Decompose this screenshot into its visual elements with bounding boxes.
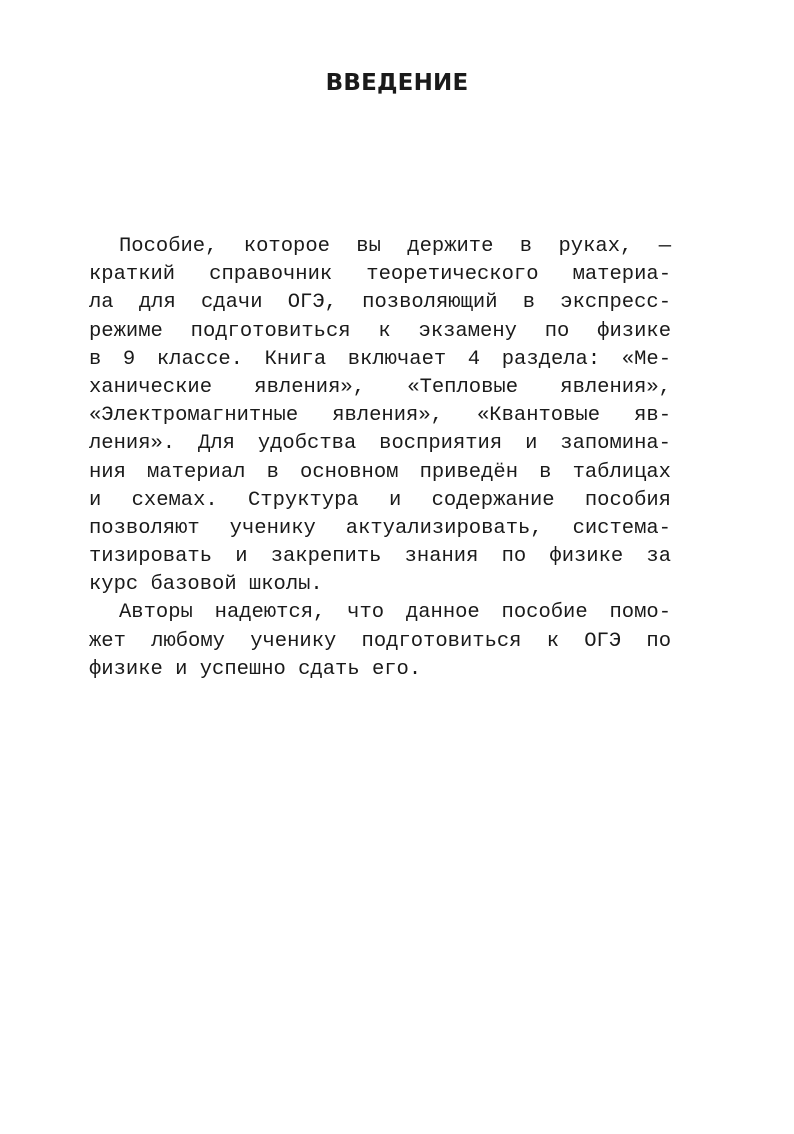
- paragraph-1: [89, 233, 671, 599]
- introduction-text: [89, 233, 671, 684]
- text-line: ла для сдачи ОГЭ, позволяющий в экспресс-: [89, 291, 671, 315]
- text-line: ния материал в основном приведён в таблицах: [89, 460, 671, 484]
- paragraph-2: [89, 599, 671, 684]
- text-line: Пособие, которое вы держите в руках, —: [119, 235, 671, 258]
- text-line: режиме подготовиться к экзамену по физике: [89, 319, 671, 343]
- text-line: краткий справочник теоретического материа-: [89, 263, 671, 287]
- text-line: Авторы надеются, что данное пособие помо-: [119, 601, 671, 625]
- text-line: в 9 классе. Книга включает 4 раздела: «Ме-: [89, 347, 671, 371]
- text-line: ханические явления», «Тепловые явления»,: [89, 375, 671, 399]
- text-line: курс базовой школы.: [89, 573, 323, 597]
- page-title: ВВЕДЕНИЕ: [325, 70, 469, 96]
- text-line: тизировать и закрепить знания по физике за: [89, 545, 671, 569]
- text-line: и схемах. Структура и содержание пособия: [89, 488, 671, 512]
- text-line: «Электромагнитные явления», «Квантовые яв-: [89, 404, 671, 428]
- text-line: жет любому ученику подготовиться к ОГЭ по: [89, 629, 671, 653]
- text-line: ления». Для удобства восприятия и запомина-: [89, 432, 671, 456]
- text-line: физике и успешно сдать его.: [89, 657, 422, 681]
- text-line: позволяют ученику актуализировать, система-: [89, 516, 671, 540]
